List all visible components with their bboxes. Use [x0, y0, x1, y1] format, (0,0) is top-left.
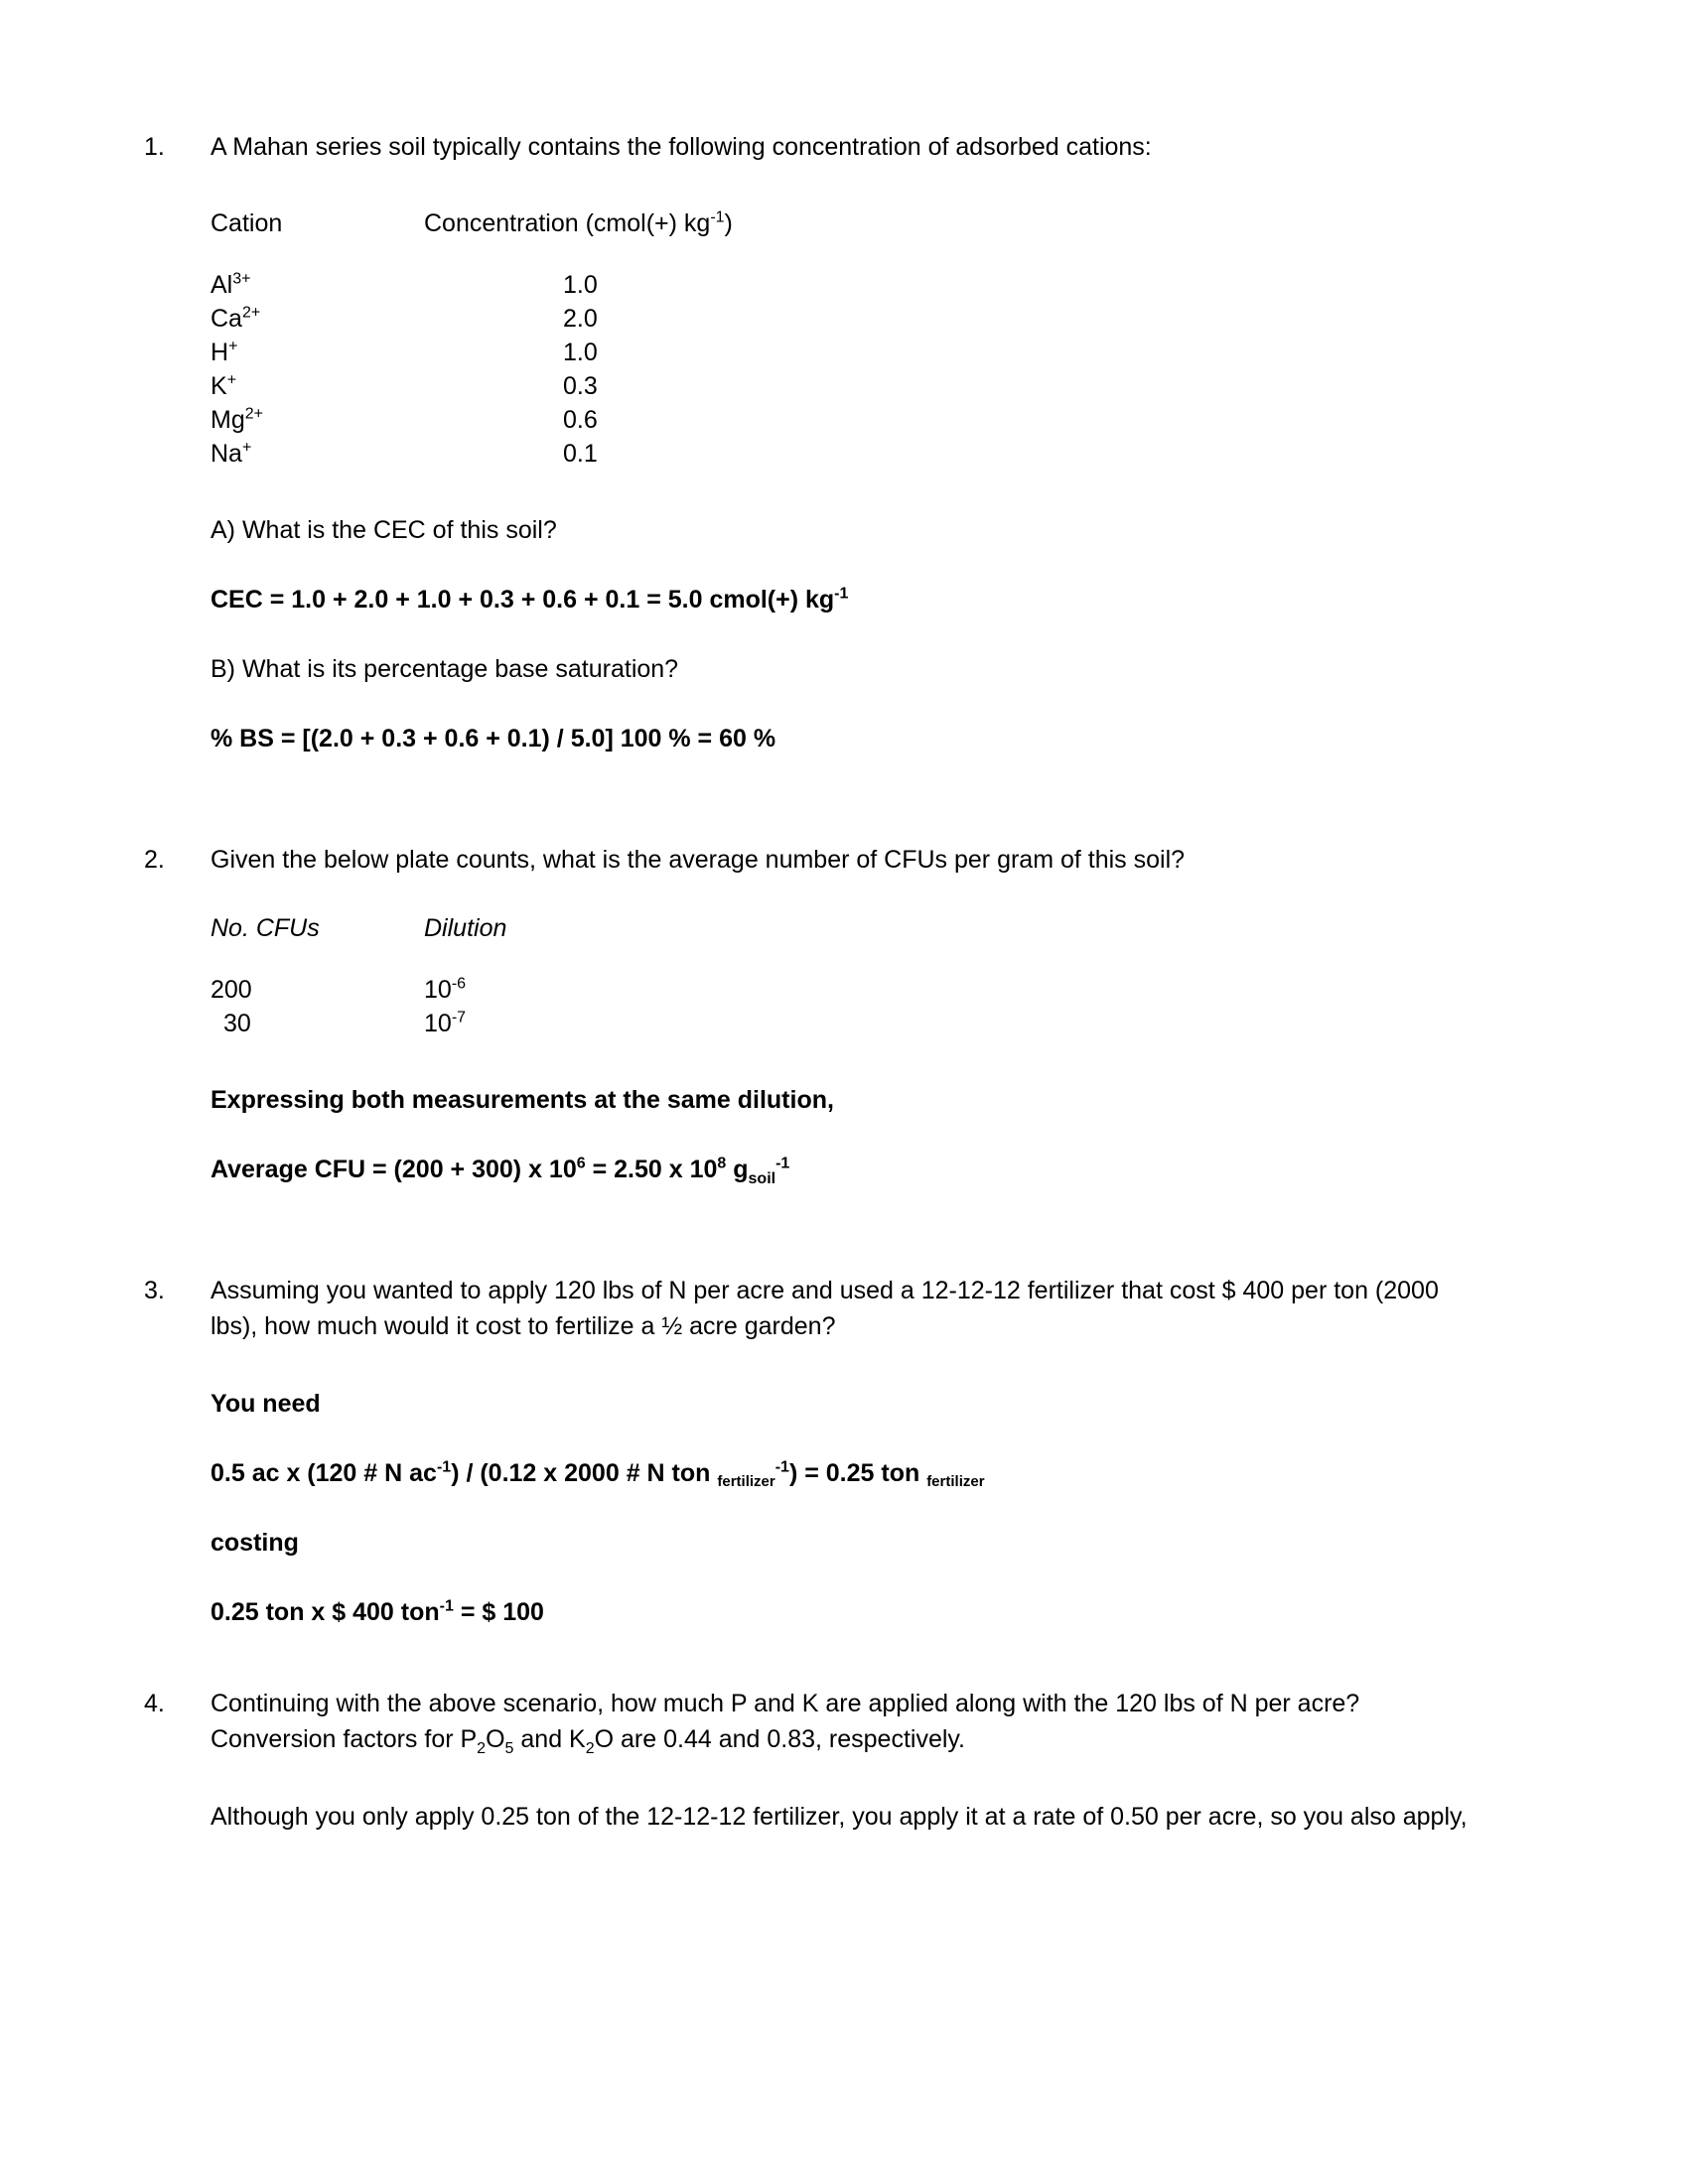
cation-concentration: 0.1 [563, 440, 598, 468]
calc1-text-b: ) / (0.12 x 2000 # N ton [451, 1459, 718, 1487]
q4-subscript-p2: 2 [477, 1740, 487, 1757]
cation-symbol: Na [211, 440, 242, 468]
table-row [211, 1007, 506, 1040]
table-row [211, 437, 733, 471]
cation-name [211, 268, 424, 302]
calc2-exponent-1: -1 [439, 1597, 454, 1615]
cation-header-concentration [424, 206, 733, 240]
cation-charge: 2+ [244, 405, 263, 423]
cation-header-concentration-text: Concentration (cmol(+) kg [424, 209, 711, 237]
cation-symbol: K [211, 372, 227, 400]
cation-name [211, 437, 424, 471]
cation-charge: 2+ [241, 304, 261, 322]
problem-2-answer-formula [144, 1152, 1479, 1187]
calc1-exponent-1: -1 [436, 1458, 452, 1476]
q4-text-d: O are 0.44 and 0.83, respectively. [594, 1725, 965, 1753]
cfu-header-count: No. CFUs [211, 914, 320, 942]
q4-text-c: and K [513, 1725, 586, 1753]
cation-header-concentration-suffix: ) [724, 209, 733, 237]
table-row [211, 268, 733, 302]
calc1-text-a: 0.5 ac x (120 # N ac [211, 1459, 437, 1487]
avg-cfu-exponent-3: -1 [775, 1155, 790, 1172]
problem-3-costing-label: costing [211, 1529, 299, 1557]
problem-4-closing-paragraph: Although you only apply 0.25 ton of the 12-12-12 fertilizer, you apply it at a rate of 0.50 per acre, so you also apply, [211, 1803, 1468, 1831]
problem-4-number: 4. [144, 1690, 165, 1717]
problem-1-part-a-question: A) What is the CEC of this soil? [211, 516, 557, 544]
cation-header-label: Cation [211, 209, 283, 237]
cation-name [211, 403, 424, 437]
problem-2 [144, 842, 1479, 878]
cfu-table-wrapper [144, 911, 1479, 1040]
problem-1-number: 1. [144, 133, 165, 161]
cation-charge: + [241, 439, 252, 457]
q4-text-b: O [486, 1725, 505, 1753]
avg-cfu-text-a: Average CFU = (200 + 300) x 10 [211, 1156, 577, 1183]
cation-table [211, 206, 733, 471]
table-row [211, 336, 733, 369]
table-row [211, 403, 733, 437]
cfu-table [211, 911, 506, 1040]
cation-name [211, 336, 424, 369]
dilution-exponent: -7 [451, 1009, 467, 1026]
avg-cfu-text-b: = 2.50 x 10 [585, 1156, 718, 1183]
cation-table-header-row [211, 206, 733, 240]
problem-3-calc-1 [144, 1455, 1479, 1491]
problem-2-question: Given the below plate counts, what is the average number of CFUs per gram of this soil? [211, 846, 1186, 874]
problem-4 [144, 1686, 1479, 1757]
cec-formula-text: CEC = 1.0 + 2.0 + 1.0 + 0.3 + 0.6 + 0.1 = 5.0 cmol(+) kg [211, 586, 835, 614]
problem-3-number: 3. [144, 1277, 165, 1304]
avg-cfu-exponent-1: 6 [576, 1155, 586, 1172]
cation-symbol: Ca [211, 305, 242, 333]
problem-1-part-a-answer [144, 582, 1479, 617]
cation-name [211, 369, 424, 403]
table-row [211, 369, 733, 403]
problem-2-answer-intro: Expressing both measurements at the same dilution, [211, 1086, 834, 1114]
calc1-exponent-2: -1 [774, 1458, 789, 1476]
cfu-table-header-row [211, 911, 506, 945]
calc2-text-b: = $ 100 [453, 1598, 544, 1626]
cation-name [211, 302, 424, 336]
problem-1-part-b-answer: % BS = [(2.0 + 0.3 + 0.6 + 0.1) / 5.0] 100 % = 60 % [211, 725, 776, 752]
cation-concentration: 1.0 [563, 271, 598, 299]
cec-formula-exponent: -1 [834, 585, 849, 603]
problem-3-question: Assuming you wanted to apply 120 lbs of N per acre and used a 12-12-12 fertilizer that cost $ 400 per ton (2000 lbs), how much would it cost to fertilize a ½ acre garden? [211, 1277, 1439, 1340]
q4-text-a: Continuing with the above scenario, how much P and K are applied along with the 120 lbs of N per acre? Conversion factors for P [211, 1690, 1360, 1753]
avg-cfu-text-c: g [726, 1156, 749, 1183]
cation-table-spacer-row [211, 240, 733, 268]
cfu-dilution: $10^{-7}$ [424, 1009, 467, 1037]
cation-header-concentration-exponent: -1 [710, 208, 725, 226]
cation-symbol: H [211, 339, 229, 366]
problem-1 [144, 129, 1479, 165]
problem-3-calc-2 [144, 1594, 1479, 1630]
cfu-dilution: $10^{-6}$ [424, 975, 467, 1004]
cation-charge: 3+ [232, 270, 251, 288]
cation-symbol: Mg [211, 406, 245, 434]
problem-4-question [211, 1686, 1479, 1757]
q4-subscript-o5: 5 [504, 1740, 514, 1757]
table-row [211, 302, 733, 336]
cation-table-wrapper [144, 206, 1479, 471]
problem-1-part-b-question: B) What is its percentage base saturation? [211, 655, 679, 683]
problem-3 [144, 1273, 1479, 1344]
cation-concentration: 2.0 [563, 305, 598, 333]
cation-concentration: 0.6 [563, 406, 598, 434]
avg-cfu-exponent-2: 8 [717, 1155, 727, 1172]
problem-3-answer-intro: You need [211, 1390, 321, 1418]
avg-cfu-subscript-soil: soil [748, 1170, 776, 1187]
cfu-count: 30 [223, 1010, 251, 1037]
cation-charge: + [228, 338, 238, 355]
cfu-header-dilution: Dilution [424, 914, 507, 942]
calc1-subscript-fertilizer-1: fertilizer [717, 1473, 775, 1490]
problem-1-question: A Mahan series soil typically contains the following concentration of adsorbed cations: [211, 133, 1152, 161]
cation-charge: + [226, 371, 237, 389]
cation-symbol: Al [211, 271, 233, 299]
cation-concentration: 0.3 [563, 372, 598, 400]
table-row [211, 973, 506, 1007]
problem-2-number: 2. [144, 846, 165, 874]
calc2-text-a: 0.25 ton x $ 400 ton [211, 1598, 440, 1626]
cfu-table-spacer-row [211, 945, 506, 973]
cfu-count: 200 [211, 976, 252, 1004]
calc1-subscript-fertilizer-2: fertilizer [926, 1473, 985, 1490]
dilution-exponent: -6 [451, 975, 467, 993]
q4-subscript-k2: 2 [585, 1740, 595, 1757]
calc1-text-c: ) = 0.25 ton [788, 1459, 927, 1487]
cation-concentration: 1.0 [563, 339, 598, 366]
